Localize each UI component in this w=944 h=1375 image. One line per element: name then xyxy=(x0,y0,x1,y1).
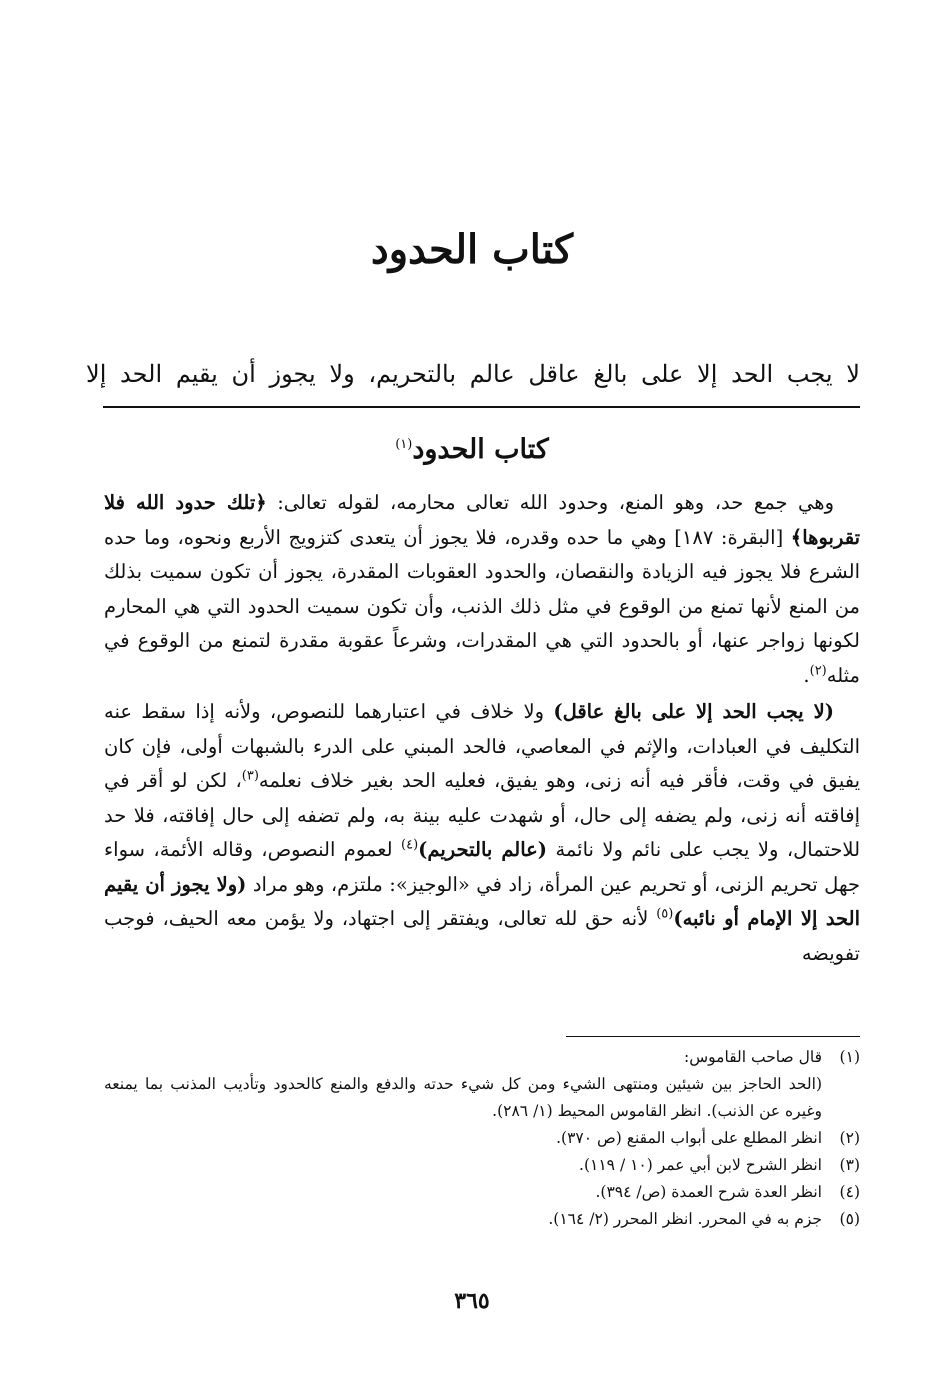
matn-quote-3: (ولا يجوز أن يقيم الحد إلا الإمام أو نائبه) xyxy=(104,872,860,930)
footnote-text: قال صاحب القاموس: xyxy=(684,1048,822,1066)
footnote-number: (١) xyxy=(839,1048,860,1066)
paragraph-2 xyxy=(104,695,860,971)
footnote-1 xyxy=(104,1044,860,1071)
footnote-ref-3: (٣) xyxy=(241,768,259,784)
footnote-text: جزم به في المحرر. انظر المحرر (٢/ ١٦٤). xyxy=(548,1210,822,1228)
footnote-ref-4: (٤) xyxy=(401,837,419,853)
footnote-2 xyxy=(104,1125,860,1152)
matn-quote-1: (لا يجب الحد إلا على بالغ عاقل) xyxy=(553,700,834,723)
p2-text-2: ، لكن لو أقر في إفاقته أنه زنى، ولم يضفه إلى حال، أو شهدت عليه بينة به، ولم تضفه إلى حال إفاقته، فلا حد للاحتمال، ولا يجب على نائم ولا نائمة xyxy=(104,769,861,861)
footnote-1-quote: (الحد الحاجز بين شيئين ومنتهى الشيء ومن كل شيء حدته والدفع والمنع كالحدود وتأديب المذنب بما يمنعه وغيره عن الذنب). انظر القاموس المحيط (١/ ٢٨٦). xyxy=(104,1075,822,1120)
matn-quote-2: (عالم بالتحريم) xyxy=(418,838,548,861)
footnote-ref-5: (٥) xyxy=(656,906,674,922)
matn-divider xyxy=(103,406,860,408)
footnote-3 xyxy=(104,1152,860,1179)
footnote-divider xyxy=(566,1036,860,1037)
sharh-body xyxy=(104,486,860,973)
footnote-5 xyxy=(104,1206,860,1233)
p1-text-2: [البقرة: ١٨٧] وهي ما حده وقدره، فلا يجوز أن يتعدى كتزويج الأربع ونحوه، وما حده الشرع فلا يجوز فيه الزيادة والنقصان، والحدود العقوبات المقدرة، يجوز أن تكون سميت بذلك من المنع لأنها تمنع من الوقوع في مثل ذلك الذنب، وأن تكون سميت الحدود التي هي المحارم لكونها زواجر عنها، أو بالحدود التي هي المقدرات، وشرعاً عقوبة مقدرة لتمنع من الوقوع في مثله xyxy=(104,525,860,687)
p1-text-3: . xyxy=(803,663,810,687)
quran-verse: ﴿تلك حدود الله فلا تقربوها﴾ xyxy=(104,491,860,549)
p1-text-1: وهي جمع حد، وهو المنع، وحدود الله تعالى محارمه، لقوله تعالى: xyxy=(266,491,834,514)
footnote-number: (٢) xyxy=(839,1129,860,1147)
sharh-title-text: كتاب الحدود xyxy=(412,434,549,465)
footnote-text: انظر العدة شرح العمدة (ص/ ٣٩٤). xyxy=(595,1183,822,1201)
footnotes xyxy=(104,1044,860,1233)
footnote-number: (٤) xyxy=(839,1183,860,1201)
p2-text-4: لأنه حق لله تعالى، ويفتقر إلى اجتهاد، ولا يؤمن معه الحيف، فوجب تفويضه xyxy=(104,907,860,965)
footnote-number: (٣) xyxy=(839,1156,860,1174)
p2-text-1: ولا خلاف في اعتبارهما للنصوص، ولأنه إذا سقط عنه التكليف في العبادات، والإثم في المعاصي، فالحد المبني على الدرء بالشبهات أولى، فإن كان يفيق في وقت، فأقر فيه أنه زنى، وهو يفيق، فعليه الحد بغير خلاف نعلمه xyxy=(104,700,860,792)
sharh-title xyxy=(0,428,944,472)
footnote-4 xyxy=(104,1179,860,1206)
chapter-title: كتاب الحدود xyxy=(370,226,574,273)
footnote-text: انظر الشرح لابن أبي عمر (١٠ / ١١٩). xyxy=(579,1156,822,1174)
matn-text: لا يجب الحد إلا على بالغ عاقل عالم بالتحريم، ولا يجوز أن يقيم الحد إلا xyxy=(86,360,860,388)
footnote-number: (٥) xyxy=(839,1210,860,1228)
p2-text-3: لعموم النصوص، وقاله الأئمة، سواء جهل تحريم الزنى، أو تحريم عين المرأة، زاد في «الوجيز»: ملتزم، وهو مراد xyxy=(104,838,860,896)
footnote-ref-1: (١) xyxy=(395,437,413,452)
footnote-ref-2: (٢) xyxy=(809,663,827,678)
paragraph-1 xyxy=(104,486,860,693)
page-number: ٣٦٥ xyxy=(454,1288,490,1314)
footnote-text: انظر المطلع على أبواب المقنع (ص ٣٧٠). xyxy=(556,1129,822,1147)
